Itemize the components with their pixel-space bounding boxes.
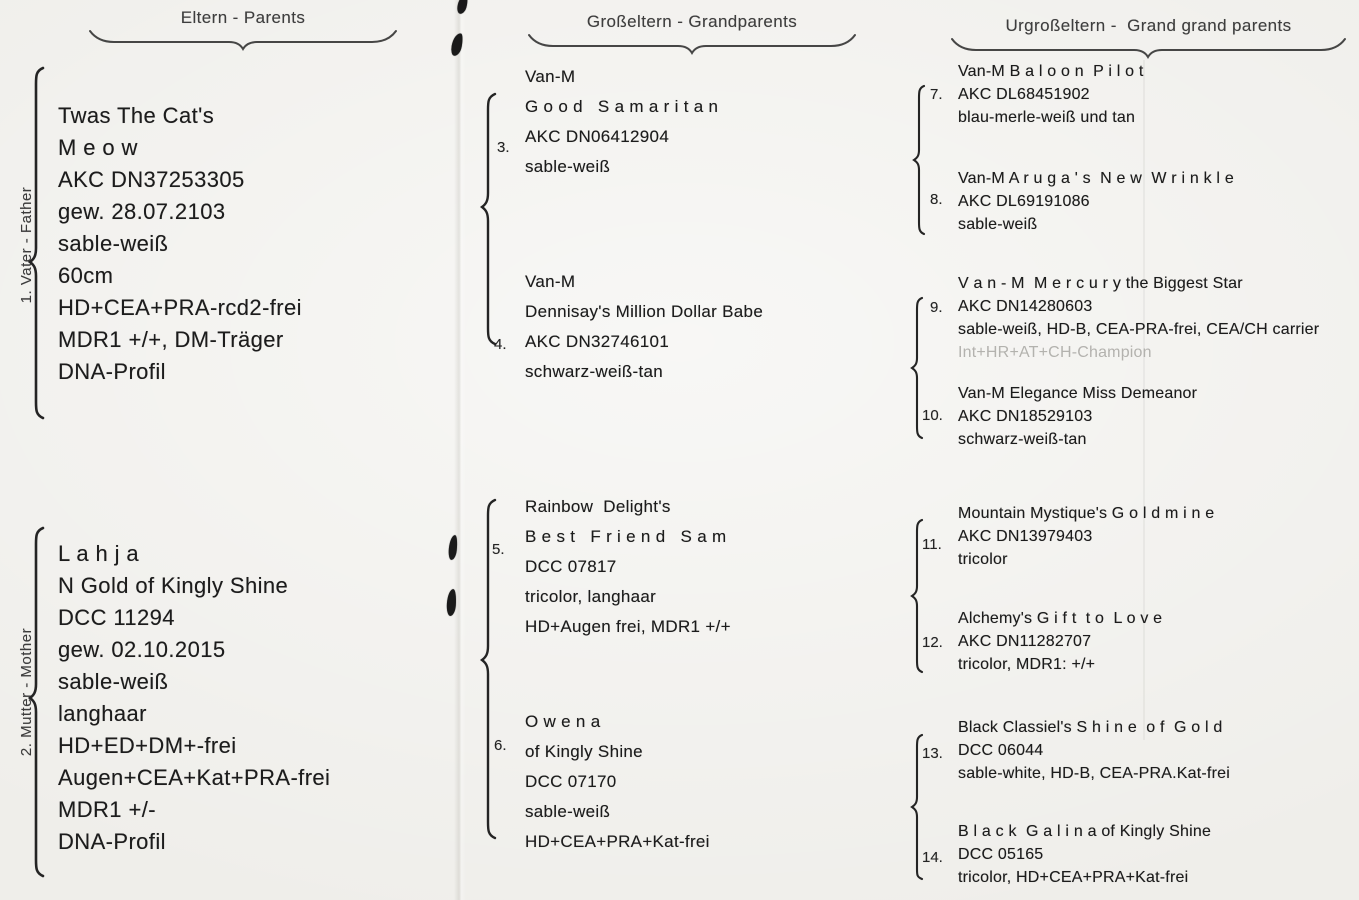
gp-number-3: 3.	[497, 139, 510, 156]
pedigree-line: O w e n a	[525, 712, 601, 731]
underbrace-icon	[527, 33, 857, 57]
gp-number-5: 5.	[492, 541, 505, 558]
pedigree-line: 60cm	[58, 263, 114, 288]
ggp-7-lines	[958, 60, 1144, 129]
pedigree-line: sable-white, HD-B, CEA-PRA.Kat-frei	[958, 765, 1230, 782]
pedigree-line: Van-M	[525, 67, 576, 86]
ggp-number-9: 9.	[930, 299, 943, 316]
ggp-number-12: 12.	[922, 634, 943, 651]
pedigree-line: HD+Augen frei, MDR1 +/+	[525, 617, 731, 636]
pedigree-line: AKC DN14280603	[958, 298, 1093, 315]
pedigree-line: AKC DN06412904	[525, 127, 670, 146]
ggp-brace-7-8	[912, 84, 928, 236]
gp-4-lines	[525, 267, 763, 387]
pedigree-line: Dennisay's Million Dollar Babe	[525, 302, 764, 321]
ggp-number-10: 10.	[922, 407, 943, 424]
pedigree-line: AKC DN37253305	[58, 167, 245, 192]
header-great-grandparents-label: Urgroßeltern - Grand grand parents	[1005, 16, 1292, 35]
pedigree-line: tricolor, HD+CEA+PRA+Kat-frei	[958, 869, 1189, 886]
pedigree-line: N Gold of Kingly Shine	[58, 573, 289, 598]
header-grandparents	[527, 12, 857, 57]
pedigree-line: Black Classiel's S h i n e o f G o l d	[958, 719, 1223, 736]
gp-brace-3-4	[480, 92, 500, 346]
pedigree-line: HD+ED+DM+-frei	[58, 733, 237, 758]
ggp-9-lines	[958, 272, 1319, 364]
mother-brace	[28, 526, 48, 878]
pedigree-line: Van-M Elegance Miss Demeanor	[958, 385, 1198, 402]
ink-mark	[456, 0, 469, 15]
pedigree-line: AKC DN13979403	[958, 528, 1093, 545]
pedigree-line: M e o w	[58, 135, 138, 160]
pedigree-line: B e s t F r i e n d S a m	[525, 527, 727, 546]
header-parents-label: Eltern - Parents	[180, 8, 306, 27]
pedigree-line: G o o d S a m a r i t a n	[525, 97, 719, 116]
ggp-14-lines	[958, 820, 1211, 889]
pedigree-line: gew. 02.10.2015	[58, 637, 226, 662]
gp-number-6: 6.	[494, 737, 507, 754]
pedigree-line: Alchemy's G i f t t o L o v e	[958, 610, 1163, 627]
pedigree-line: MDR1 +/-	[58, 797, 156, 822]
gp-3-lines	[525, 62, 718, 182]
pedigree-line: schwarz-weiß-tan	[525, 362, 663, 381]
pedigree-line: sable-weiß, HD-B, CEA-PRA-frei, CEA/CH carrier	[958, 321, 1320, 338]
header-grandparents-label: Großeltern - Grandparents	[586, 12, 798, 31]
pedigree-line: AKC DN18529103	[958, 408, 1093, 425]
pedigree-line: DNA-Profil	[58, 829, 166, 854]
pedigree-line: HD+CEA+PRA-rcd2-frei	[58, 295, 302, 320]
pedigree-line: DCC 05165	[958, 846, 1044, 863]
pedigree-line: AKC DN11282707	[958, 633, 1092, 650]
father-side-label: 1. Vater - Father	[18, 186, 35, 304]
ggp-number-8: 8.	[930, 191, 943, 208]
pedigree-line: blau-merle-weiß und tan	[958, 109, 1136, 126]
gp-number-4: 4.	[494, 336, 507, 353]
pedigree-line: tricolor, MDR1: +/+	[958, 656, 1096, 673]
father-lines	[58, 100, 302, 388]
pedigree-line: DNA-Profil	[58, 359, 166, 384]
pedigree-line: DCC 06044	[958, 742, 1044, 759]
father-brace	[28, 66, 48, 420]
pedigree-line: Twas The Cat's	[58, 103, 215, 128]
pedigree-line: HD+CEA+PRA+Kat-frei	[525, 832, 710, 851]
pedigree-line: DCC 07170	[525, 772, 617, 791]
gp-5-lines	[525, 492, 731, 642]
pedigree-line: Rainbow Delight's	[525, 497, 671, 516]
header-great-grandparents	[950, 16, 1347, 61]
pedigree-line: sable-weiß	[958, 216, 1038, 233]
pedigree-line: V a n - M M e r c u r y the Biggest Star	[958, 275, 1243, 292]
pedigree-line: Van-M	[525, 272, 576, 291]
underbrace-icon	[950, 37, 1347, 61]
pedigree-line: Van-M A r u g a ' s N e w W r i n k l e	[958, 170, 1234, 187]
pedigree-line: Augen+CEA+Kat+PRA-frei	[58, 765, 331, 790]
ggp-13-lines	[958, 716, 1230, 785]
pedigree-line: tricolor	[958, 551, 1008, 568]
pedigree-line: Mountain Mystique's G o l d m i n e	[958, 505, 1215, 522]
paper-fold-line	[454, 0, 466, 900]
pedigree-line: of Kingly Shine	[525, 742, 643, 761]
ggp-8-lines	[958, 167, 1234, 236]
ggp-11-lines	[958, 502, 1214, 571]
ggp-number-7: 7.	[930, 86, 943, 103]
ggp-number-11: 11.	[922, 536, 942, 553]
mother-side-label: 2. Mutter - Mother	[18, 627, 35, 757]
pedigree-line: AKC DL68451902	[958, 86, 1090, 103]
pedigree-line: AKC DN32746101	[525, 332, 670, 351]
pedigree-line: Van-M B a l o o n P i l o t	[958, 63, 1144, 80]
pedigree-line: DCC 07817	[525, 557, 617, 576]
pedigree-line: L a h j a	[58, 541, 140, 566]
pedigree-line: sable-weiß	[525, 157, 611, 176]
pedigree-line: B l a c k G a l i n a of Kingly Shine	[958, 823, 1212, 840]
pedigree-line: tricolor, langhaar	[525, 587, 657, 606]
ggp-number-14: 14.	[922, 849, 943, 866]
ggp-number-13: 13.	[922, 745, 943, 762]
pedigree-line: MDR1 +/+, DM-Träger	[58, 327, 284, 352]
pedigree-line: Int+HR+AT+CH-Champion	[958, 344, 1152, 361]
ggp-10-lines	[958, 382, 1197, 451]
gp-6-lines	[525, 707, 710, 857]
ggp-12-lines	[958, 607, 1162, 676]
underbrace-icon	[88, 29, 398, 53]
header-parents	[88, 8, 398, 53]
pedigree-line: langhaar	[58, 701, 147, 726]
pedigree-line: sable-weiß	[525, 802, 611, 821]
pedigree-line: schwarz-weiß-tan	[958, 431, 1087, 448]
pedigree-line: gew. 28.07.2103	[58, 199, 226, 224]
pedigree-line: sable-weiß	[58, 669, 169, 694]
mother-lines	[58, 538, 330, 858]
pedigree-line: sable-weiß	[58, 231, 169, 256]
pedigree-line: DCC 11294	[58, 605, 175, 630]
pedigree-line: AKC DL69191086	[958, 193, 1090, 210]
